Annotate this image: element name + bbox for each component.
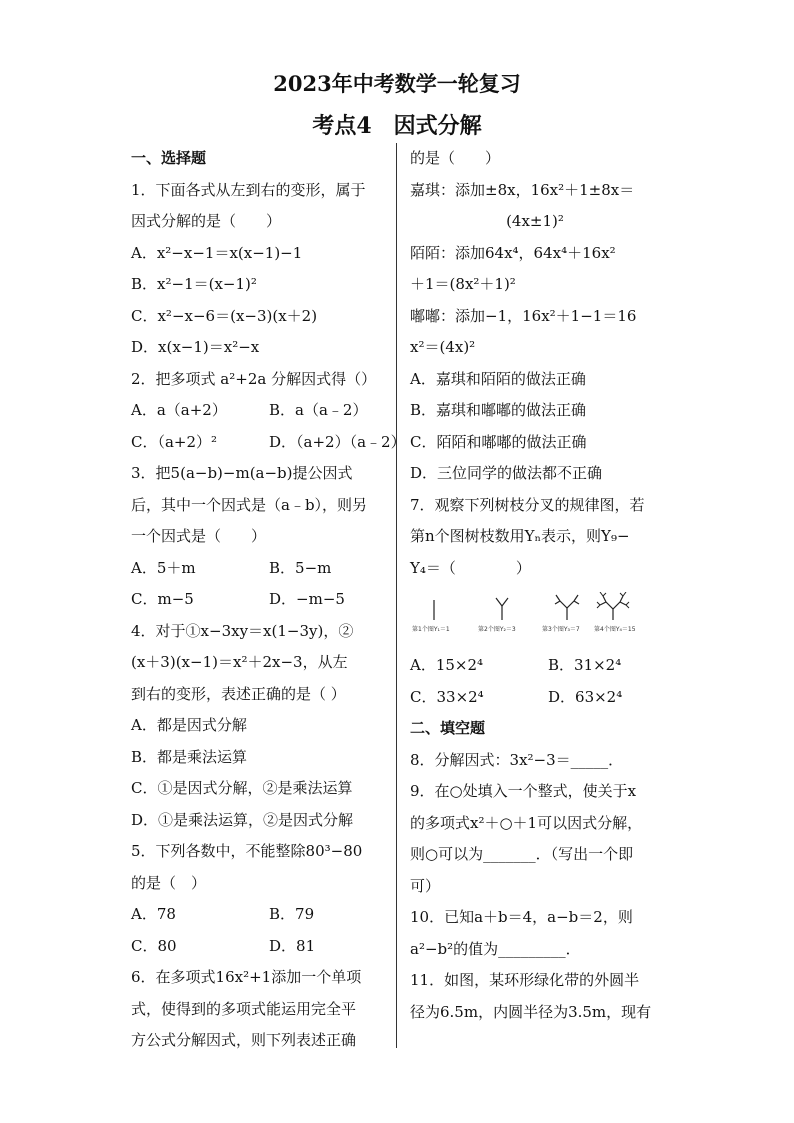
left-line xyxy=(131,931,381,963)
right_bottom-line: 径为6.5m，内圆半径为3.5m，现有 xyxy=(410,1002,652,1021)
tree-caption-4: 第4个图Y₄＝15 xyxy=(594,626,636,633)
page-subtitle: 考点4 因式分解 xyxy=(312,113,482,139)
left-line: 1．下面各式从左到右的变形，属于 xyxy=(131,180,366,199)
left-line: 因式分解的是（ ） xyxy=(131,212,282,230)
option-right: D．63×2⁴ xyxy=(548,687,623,706)
left-line: 一个因式是（ ） xyxy=(131,527,267,545)
right-column xyxy=(410,143,660,1028)
left-line: 后，其中一个因式是（a﹣b），则另 xyxy=(131,495,368,514)
left-line: D．x(x−1)＝x²−x xyxy=(131,338,260,356)
right_top-line: 第n个图树枝数用Yₙ表示，则Y₉− xyxy=(410,527,630,545)
right_top-line: A．嘉琪和陌陌的做法正确 xyxy=(410,369,586,388)
left-line: 5．下列各数中，不能整除80³−80 xyxy=(131,842,363,860)
tree-figure-4 xyxy=(596,592,630,622)
left-line xyxy=(131,899,381,931)
left-line: 3．把5(a−b)−m(a−b)提公因式 xyxy=(131,464,353,482)
left-line: (x＋3)(x−1)＝x²＋2x−3，从左 xyxy=(131,653,348,671)
right_bottom-line: 8．分解因式：3x²−3＝_____． xyxy=(410,750,624,769)
option-left: A．78 xyxy=(131,905,176,923)
option-right: B．5−m xyxy=(269,558,332,577)
left-line: D．①是乘法运算，②是因式分解 xyxy=(131,810,354,829)
left-line xyxy=(131,553,381,585)
column-divider xyxy=(396,143,397,1048)
left-line: 方公式分解因式，则下列表述正确 xyxy=(131,1031,357,1049)
left-line: A．x²−x−1＝x(x−1)−1 xyxy=(131,243,303,262)
right_bottom-line: 9．在○处填入一个整式，使关于x xyxy=(410,782,637,800)
option-right: B．79 xyxy=(269,905,315,923)
option-left: A．a（a+2） xyxy=(131,401,227,419)
left-line: 式，使得到的多项式能运用完全平 xyxy=(131,999,357,1018)
left-line: A．都是因式分解 xyxy=(131,716,247,734)
section-heading: 二、填空题 xyxy=(410,719,486,737)
left-line: 的是（ ） xyxy=(131,873,207,892)
option-right: B．a（a﹣2） xyxy=(269,401,368,419)
right_top-line: 7．观察下列树枝分叉的规律图，若 xyxy=(410,495,645,514)
right_bottom-line xyxy=(410,650,660,682)
page-title: 2023年中考数学一轮复习 xyxy=(273,71,521,96)
left-line: B．x²−1＝(x−1)² xyxy=(131,275,257,293)
tree-caption-2: 第2个图Y₂＝3 xyxy=(478,626,516,633)
right_bottom-line: 则○可以为_______．（写出一个即 xyxy=(410,845,634,863)
right_bottom-line: a²−b²的值为_________． xyxy=(410,939,581,958)
tree-caption-1: 第1个图Y₁＝1 xyxy=(412,626,450,633)
left-line xyxy=(131,584,381,616)
left-line: 到右的变形，表述正确的是（ ） xyxy=(131,684,346,703)
option-left: C．33×2⁴ xyxy=(410,687,484,706)
right_top-line: 陌陌：添加64x⁴，64x⁴＋16x² xyxy=(410,243,616,262)
right_top-line: D．三位同学的做法都不正确 xyxy=(410,464,603,482)
right_bottom-line: 11．如图，某环形绿化带的外圆半 xyxy=(410,971,640,989)
option-left: C．（a+2）² xyxy=(131,432,218,451)
right_bottom-line xyxy=(410,682,660,714)
right_top-line: (4x±1)² xyxy=(506,212,564,230)
left-line: 6．在多项式16x²+1添加一个单项 xyxy=(131,968,362,986)
tree-caption-3: 第3个图Y₃＝7 xyxy=(542,626,580,633)
section-heading: 一、选择题 xyxy=(131,149,207,167)
tree-figure-1 xyxy=(424,592,444,622)
right_top-line: C．陌陌和嘟嘟的做法正确 xyxy=(410,432,587,451)
option-left: A．5＋m xyxy=(131,558,196,577)
option-left: A．15×2⁴ xyxy=(410,656,484,674)
option-left: C．80 xyxy=(131,936,177,955)
option-right: D．−m−5 xyxy=(269,590,345,608)
left-line xyxy=(131,427,406,459)
right_top-line: x²＝(4x)² xyxy=(410,338,476,356)
tree-figures xyxy=(410,584,660,650)
right_top-line: B．嘉琪和嘟嘟的做法正确 xyxy=(410,401,587,419)
right_top-line: 嘟嘟：添加−1，16x²＋1−1＝16 xyxy=(410,306,637,325)
option-left: C．m−5 xyxy=(131,590,194,608)
left-line: C．①是因式分解，②是乘法运算 xyxy=(131,779,353,797)
right_top-line: 嘉琪：添加±8x，16x²＋1±8x＝ xyxy=(410,180,635,199)
left-line: 2．把多项式 a²+2a 分解因式得（） xyxy=(131,369,377,388)
left-line: C．x²−x−6＝(x−3)(x＋2) xyxy=(131,306,318,325)
right_top-line: ＋1＝(8x²＋1)² xyxy=(410,275,516,293)
right_bottom-line: 的多项式x²＋○＋1可以因式分解， xyxy=(410,813,643,832)
left-line: 4．对于①x−3xy＝x(1−3y)，② xyxy=(131,621,354,640)
right_bottom-line: 可） xyxy=(410,876,441,895)
tree-figure-2 xyxy=(490,592,514,622)
right_top-line: 的是（ ） xyxy=(410,149,501,167)
left-column xyxy=(131,143,406,1057)
right_top-line: Y₄＝（ ） xyxy=(410,558,531,577)
left-line: B．都是乘法运算 xyxy=(131,747,248,766)
option-right: D．81 xyxy=(269,936,316,955)
right_bottom-line: 10．已知a＋b＝4，a−b＝2，则 xyxy=(410,908,633,926)
option-right: D．（a+2）（a﹣2） xyxy=(269,432,406,451)
tree-figure-3 xyxy=(552,592,582,622)
left-line xyxy=(131,395,381,427)
option-right: B．31×2⁴ xyxy=(548,656,622,674)
